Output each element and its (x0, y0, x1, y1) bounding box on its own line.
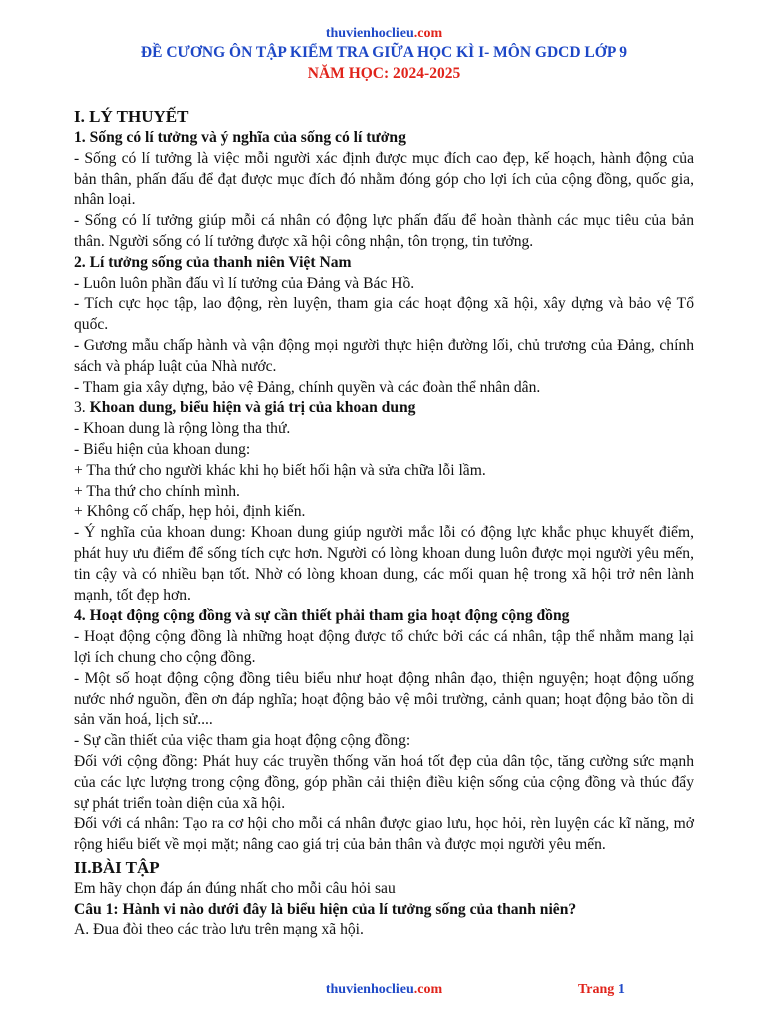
paragraph: - Biểu hiện của khoan dung: (74, 440, 251, 458)
section-heading: II.BÀI TẬP (74, 857, 160, 877)
paragraph: - Sống có lí tưởng là việc mỗi người xác định được mục đích cao đẹp, kế hoạch, hành động của bản thân, phấn đấu để đạt được mục đích đó nhằm đóng góp cho lợi ích của cộng đồng, quốc gia, nhân loại. (74, 149, 694, 209)
section-heading: I. LÝ THUYẾT (74, 107, 189, 126)
header-site-name: thuvienhoclieu.com (325, 26, 443, 41)
subheading: 2. Lí tưởng sống của thanh niên Việt Nam (74, 253, 352, 271)
subheading: 4. Hoạt động cộng đồng và sự cần thiết phải tham gia hoạt động cộng đồng (74, 607, 570, 625)
paragraph: - Sống có lí tưởng giúp mỗi cá nhân có động lực phấn đấu để hoàn thành các mục tiêu của bản thân. Người sống có lí tưởng được xã hội công nhận, tôn trọng, tin tưởng. (74, 212, 694, 250)
paragraph: - Tham gia xây dựng, bảo vệ Đảng, chính quyền và các đoàn thể nhân dân. (74, 378, 541, 396)
paragraph: - Sự cần thiết của việc tham gia hoạt động cộng đồng: (74, 732, 411, 750)
paragraph: - Gương mẫu chấp hành và vận động mọi người thực hiện đường lối, chủ trương của Đảng, chính sách và pháp luật của Nhà nước. (74, 336, 694, 375)
school-year: NĂM HỌC: 2024-2025 (307, 65, 461, 82)
paragraph: - Khoan dung là rộng lòng tha thứ. (74, 420, 291, 438)
paragraph: - Hoạt động cộng đồng là những hoạt động được tổ chức bởi các cá nhân, tập thể nhằm mang lại lợi ích chung cho cộng đồng. (74, 628, 694, 666)
paragraph: - Tích cực học tập, lao động, rèn luyện, tham gia các hoạt động xã hội, xây dựng và bảo vệ Tổ quốc. (74, 295, 694, 334)
subheading: 3. Khoan dung, biểu hiện và giá trị của khoan dung (74, 399, 416, 417)
document-title: ĐỀ CƯƠNG ÔN TẬP KIỂM TRA GIỮA HỌC KÌ I- MÔN GDCD LỚP 9 (140, 44, 628, 61)
paragraph: Em hãy chọn đáp án đúng nhất cho mỗi câu hỏi sau (74, 879, 396, 897)
page-number: Trang 1 (578, 982, 625, 997)
paragraph: - Luôn luôn phần đấu vì lí tưởng của Đảng và Bác Hồ. (74, 274, 415, 292)
paragraph: + Không cố chấp, hẹp hỏi, định kiến. (74, 503, 306, 521)
answer-option: A. Đua đòi theo các trào lưu trên mạng xã hội. (74, 921, 364, 939)
document-body (74, 105, 694, 941)
paragraph: + Tha thứ cho chính mình. (74, 482, 240, 500)
paragraph: + Tha thứ cho người khác khi họ biết hối hận và sửa chữa lỗi lầm. (74, 461, 486, 479)
paragraph: Đối với cá nhân: Tạo ra cơ hội cho mỗi cá nhân được giao lưu, học hỏi, rèn luyện các kĩ năng, mở rộng hiểu biết về mọi mặt; nâng cao giá trị của bản thân và được mọi người yêu mến. (74, 815, 694, 854)
paragraph: - Ý nghĩa của khoan dung: Khoan dung giúp người mắc lỗi có động lực khắc phục khuyết điểm, phát huy ưu điểm để sống tích cực hơn. Người có lòng khoan dung luôn được mọi người yêu mến, tin cậy và có nhiều bạn tốt. Nhờ có lòng khoan dung, các mối quan hệ trong xã hội trở nên lành mạnh, tốt đẹp hơn. (74, 524, 694, 604)
question: Câu 1: Hành vi nào dưới đây là biểu hiện của lí tưởng sống của thanh niên? (74, 900, 577, 918)
subheading: 1. Sống có lí tưởng và ý nghĩa của sống có lí tưởng (74, 129, 406, 146)
paragraph: Đối với cộng đồng: Phát huy các truyền thống văn hoá tốt đẹp của dân tộc, tăng cường sức mạnh của các lực lượng trong cộng đồng, góp phần cải thiện điều kiện sống của cộng đồng và thúc đẩy sự phát triển toàn diện của xã hội. (74, 752, 694, 812)
footer-site-name: thuvienhoclieu.com (325, 982, 443, 997)
paragraph: - Một số hoạt động cộng đồng tiêu biểu như hoạt động nhân đạo, thiện nguyện; hoạt động uống nước nhớ nguồn, đền ơn đáp nghĩa; hoạt động bảo vệ môi trường, cảnh quan; hoạt động bảo tồn di sản văn hoá, lịch sử.... (74, 669, 694, 729)
